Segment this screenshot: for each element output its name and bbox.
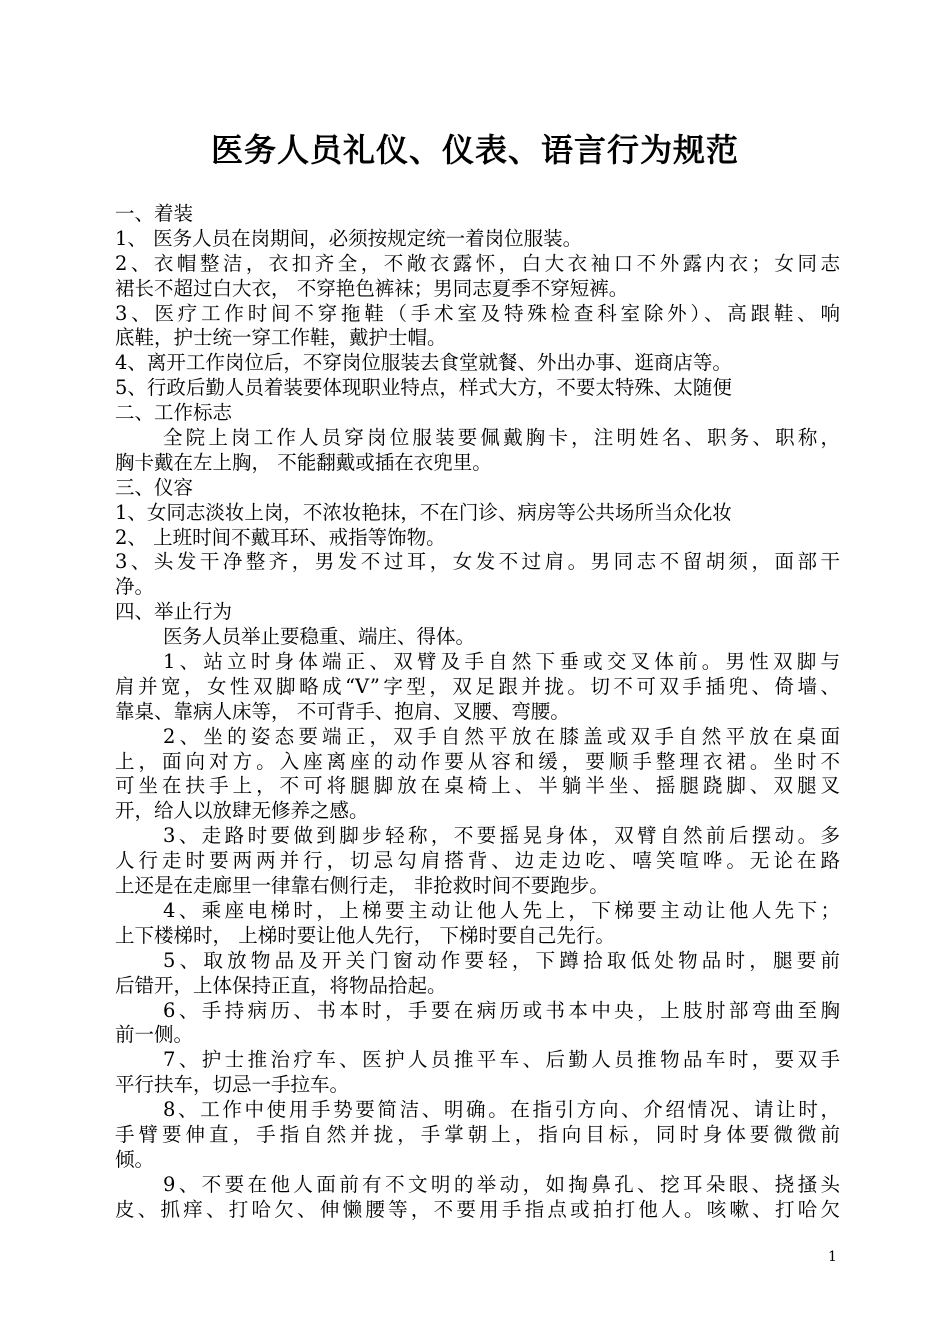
paragraph-line: 靠桌、靠病人床等， 不可背手、抱肩、叉腰、弯腰。 [115, 699, 570, 723]
paragraph-line: 人行走时要两两并行，切忌勾肩搭背、边走边吃、嘻笑喧哗。无论在路 [115, 849, 840, 873]
page-number: 1 [828, 1249, 837, 1265]
paragraph-line: 3、头发干净整齐，男发不过耳，女发不过肩。男同志不留胡须，面部干 [115, 550, 840, 574]
section-heading-behavior: 四、举止行为 [115, 600, 233, 624]
paragraph-line: 5、行政后勤人员着装要体现职业特点，样式大方，不要太特殊、太随便 [115, 376, 732, 400]
paragraph-line: 平行扶车，切忌一手拉车。 [115, 1073, 350, 1097]
document-body [115, 202, 840, 1223]
paragraph-line: 手臂要伸直，手指自然并拢，手掌朝上，指向目标，同时身体要微微前 [115, 1122, 840, 1146]
paragraph-line: 医务人员举止要稳重、端庄、得体。 [163, 625, 476, 649]
paragraph-line: 2、 上班时间不戴耳环、戒指等饰物。 [115, 525, 446, 549]
paragraph-line: 底鞋，护士统一穿工作鞋，戴护士帽。 [115, 326, 447, 350]
paragraph-line: 上下楼梯时， 上梯时要让他人先行， 下梯时要自己先行。 [115, 923, 615, 947]
paragraph-line: 7、护士推治疗车、医护人员推平车、后勤人员推物品车时，要双手 [163, 1048, 840, 1072]
paragraph-line: 上，面向对方。入座离座的动作要从容和缓，要顺手整理衣裙。坐时不 [115, 749, 840, 773]
document-title: 医务人员礼仪、仪表、语言行为规范 [210, 131, 739, 169]
paragraph-line: 8、工作中使用手势要简洁、明确。在指引方向、介绍情况、请让时， [163, 1098, 840, 1122]
paragraph-line: 胸卡戴在左上胸， 不能翻戴或插在衣兜里。 [115, 450, 492, 474]
paragraph-line: 全院上岗工作人员穿岗位服装要佩戴胸卡，注明姓名、职务、职称， [163, 426, 840, 450]
paragraph-line: 净。 [115, 575, 155, 599]
section-heading-work-badge: 二、工作标志 [115, 401, 233, 425]
paragraph-line: 6、手持病历、书本时，手要在病历或书本中央，上肢肘部弯曲至胸 [163, 998, 840, 1022]
section-heading-attire: 一、着装 [115, 202, 194, 225]
paragraph-line: 1、站立时身体端正、双臂及手自然下垂或交叉体前。男性双脚与 [163, 650, 840, 674]
paragraph-line: 上还是在走廊里一律靠右侧行走， 非抢救时间不要跑步。 [115, 874, 609, 898]
paragraph-line: 皮、抓痒、打哈欠、伸懒腰等，不要用手指点或拍打他人。咳嗽、打哈欠 [115, 1197, 840, 1221]
paragraph-line: 3、走路时要做到脚步轻称，不要摇晃身体，双臂自然前后摆动。多 [163, 824, 840, 848]
section-heading-appearance: 三、仪容 [115, 475, 194, 499]
paragraph-line: 2、衣帽整洁，衣扣齐全，不敞衣露怀，白大衣袖口不外露内衣；女同志 [115, 251, 840, 275]
paragraph-line: 1、女同志淡妆上岗，不浓妆艳抹，不在门诊、病房等公共场所当众化妆 [115, 500, 732, 524]
paragraph-line: 2、坐的姿态要端正，双手自然平放在膝盖或双手自然平放在桌面 [163, 724, 840, 748]
paragraph-line: 4、乘座电梯时，上梯要主动让他人先上，下梯要主动让他人先下； [163, 898, 840, 922]
paragraph-line: 9、不要在他人面前有不文明的举动，如掏鼻孔、挖耳朵眼、挠搔头 [163, 1172, 840, 1196]
paragraph-line: 5、取放物品及开关门窗动作要轻，下蹲拾取低处物品时，腿要前 [163, 948, 840, 972]
paragraph-line: 肩并宽，女性双脚略成“V”字型，双足跟并拢。切不可双手插兜、倚墙、 [115, 674, 840, 698]
paragraph-line: 开，给人以放肆无修养之感。 [115, 799, 369, 823]
paragraph-line: 后错开，上体保持正直，将物品拾起。 [115, 973, 447, 997]
paragraph-line: 4、离开工作岗位后，不穿岗位服装去食堂就餐、外出办事、逛商店等。 [115, 351, 732, 375]
paragraph-line: 前一侧。 [115, 1023, 194, 1047]
paragraph-line: 倾。 [115, 1147, 155, 1171]
paragraph-line: 1、 医务人员在岗期间，必须按规定统一着岗位服装。 [115, 226, 583, 250]
paragraph-line: 裙长不超过白大衣， 不穿艳色裤袜；男同志夏季不穿短裤。 [115, 276, 629, 300]
paragraph-line: 3、医疗工作时间不穿拖鞋（手术室及特殊检查科室除外）、高跟鞋、响 [115, 301, 840, 325]
paragraph-line: 可坐在扶手上，不可将腿脚放在桌椅上、半躺半坐、摇腿跷脚、双腿叉 [115, 774, 840, 798]
